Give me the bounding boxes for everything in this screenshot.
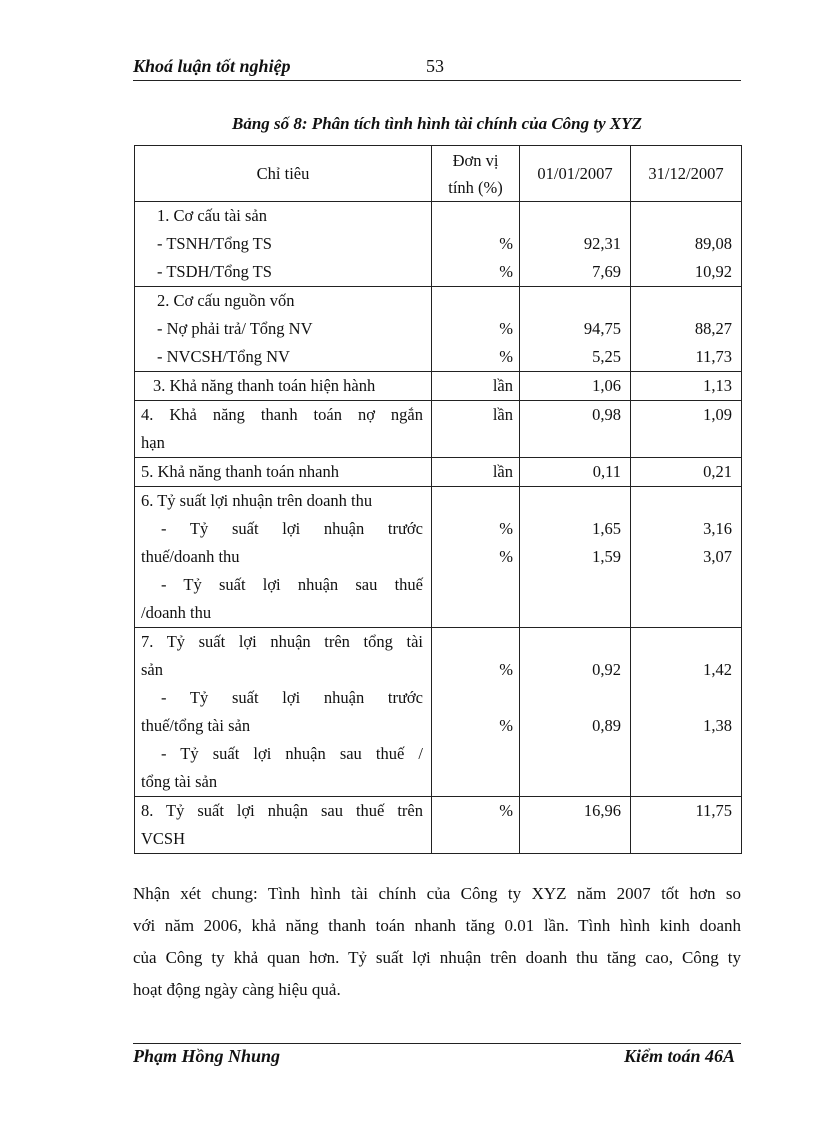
unit-cell: [432, 202, 520, 287]
cell-line: [520, 287, 630, 315]
cell-line: %: [499, 347, 513, 366]
cell-line: 10,92: [694, 262, 732, 281]
page-header: [133, 56, 741, 80]
value-end-cell: [631, 797, 742, 854]
cell-line: %: [499, 519, 513, 538]
cell-line: [432, 599, 519, 627]
table-row: [135, 458, 742, 487]
cell-line: 89,08: [694, 234, 732, 253]
cell-line: /doanh thu: [141, 603, 212, 622]
cell-line: 4. Khả năng thanh toán nợ ngắn: [141, 405, 423, 424]
cell-line: hạn: [141, 433, 165, 452]
summary-paragraph: [133, 878, 741, 1006]
cell-line: tổng tài sản: [141, 772, 218, 791]
indicator-cell: [135, 401, 432, 458]
paragraph-line: của Công ty khả quan hơn. Tỷ suất lợi nhuận trên doanh thu tăng cao, Công ty: [133, 948, 741, 967]
indicator-cell: [135, 202, 432, 287]
thesis-title: Khoá luận tốt nghiệp: [133, 56, 291, 76]
value-start-cell: [520, 287, 631, 372]
cell-line: 94,75: [583, 319, 621, 338]
unit-cell: [432, 372, 520, 401]
table-row: [135, 628, 742, 797]
cell-line: 3,07: [703, 547, 732, 566]
cell-line: [520, 487, 630, 515]
value-end-cell: [631, 202, 742, 287]
cell-line: [432, 487, 519, 515]
cell-line: 3,16: [703, 519, 732, 538]
value-end-cell: [631, 401, 742, 458]
cell-line: 1,09: [703, 405, 732, 424]
cell-line: [520, 825, 630, 853]
cell-line: [631, 740, 741, 768]
cell-line: - Tỷ suất lợi nhuận trước: [161, 688, 423, 707]
unit-cell: [432, 401, 520, 458]
header-rule: [133, 80, 741, 81]
cell-line: [432, 202, 519, 230]
cell-line: [631, 768, 741, 796]
table-row: [135, 401, 742, 458]
cell-line: [631, 429, 741, 457]
cell-line: [631, 202, 741, 230]
page-number: 53: [426, 56, 444, 76]
financial-analysis-table: [134, 145, 742, 854]
value-end-cell: [631, 287, 742, 372]
table-row: [135, 202, 742, 287]
cell-line: [631, 628, 741, 656]
unit-cell: [432, 487, 520, 628]
cell-line: %: [499, 262, 513, 281]
cell-line: [631, 487, 741, 515]
cell-line: 92,31: [583, 234, 621, 253]
cell-line: [631, 825, 741, 853]
page-footer: [133, 1046, 741, 1070]
table-row: [135, 287, 742, 372]
unit-cell: [432, 628, 520, 797]
cell-line: sản: [141, 660, 163, 679]
cell-line: VCSH: [141, 829, 186, 848]
cell-line: [432, 287, 519, 315]
indicator-cell: [135, 628, 432, 797]
cell-line: [432, 825, 519, 853]
cell-line: %: [499, 801, 513, 820]
cell-line: [432, 684, 519, 712]
cell-line: [520, 571, 630, 599]
cell-line: 7,69: [592, 262, 621, 281]
cell-line: 1,38: [703, 716, 732, 735]
cell-line: 5. Khả năng thanh toán nhanh: [141, 462, 339, 481]
cell-line: [432, 740, 519, 768]
cell-line: 0,11: [592, 462, 621, 481]
cell-line: 0,92: [592, 660, 621, 679]
cell-line: [631, 571, 741, 599]
cell-line: - NVCSH/Tổng NV: [157, 347, 290, 366]
cell-line: thuế/tổng tài sản: [141, 716, 251, 735]
cell-line: - Nợ phải trả/ Tổng NV: [157, 319, 313, 338]
cell-line: [520, 768, 630, 796]
value-start-cell: [520, 797, 631, 854]
cell-line: [520, 740, 630, 768]
cell-line: [631, 287, 741, 315]
header-date-end: 31/12/2007: [631, 146, 742, 202]
header-date-start: 01/01/2007: [520, 146, 631, 202]
cell-line: lần: [492, 462, 513, 481]
cell-line: thuế/doanh thu: [141, 547, 240, 566]
unit-cell: [432, 287, 520, 372]
indicator-cell: [135, 487, 432, 628]
table-row: [135, 797, 742, 854]
header-indicator: Chỉ tiêu: [135, 146, 432, 202]
header-unit: [432, 146, 520, 202]
paragraph-line: hoạt động ngày càng hiệu quả.: [133, 980, 341, 999]
cell-line: 1. Cơ cấu tài sản: [157, 206, 267, 225]
indicator-cell: [135, 287, 432, 372]
cell-line: [631, 684, 741, 712]
header-unit-line-2: tính (%): [448, 177, 503, 197]
paragraph-line: với năm 2006, khả năng thanh toán nhanh tăng 0.01 lần. Tình hình kinh doanh: [133, 916, 741, 935]
table-caption: Bảng số 8: Phân tích tình hình tài chính của Công ty XYZ: [231, 114, 642, 133]
cell-line: [520, 429, 630, 457]
paragraph-line: Nhận xét chung: Tình hình tài chính của Công ty XYZ năm 2007 tốt hơn so: [133, 884, 741, 903]
cell-line: %: [499, 547, 513, 566]
cell-line: [520, 628, 630, 656]
value-end-cell: [631, 487, 742, 628]
cell-line: 1,65: [592, 519, 621, 538]
indicator-cell: [135, 797, 432, 854]
cell-line: 0,98: [592, 405, 621, 424]
cell-line: 7. Tỷ suất lợi nhuận trên tổng tài: [141, 632, 423, 651]
cell-line: 11,75: [695, 801, 732, 820]
indicator-cell: [135, 372, 432, 401]
table-row: [135, 372, 742, 401]
cell-line: lần: [492, 376, 513, 395]
cell-line: [520, 202, 630, 230]
value-start-cell: [520, 487, 631, 628]
unit-cell: [432, 458, 520, 487]
cell-line: - TSDH/Tổng TS: [157, 262, 272, 281]
cell-line: 6. Tỷ suất lợi nhuận trên doanh thu: [141, 491, 373, 510]
value-end-cell: [631, 372, 742, 401]
cell-line: 5,25: [592, 347, 621, 366]
cell-line: 0,89: [592, 716, 621, 735]
cell-line: 2. Cơ cấu nguồn vốn: [157, 291, 295, 310]
value-start-cell: [520, 401, 631, 458]
cell-line: [432, 628, 519, 656]
cell-line: 1,06: [592, 376, 621, 395]
cell-line: 1,13: [703, 376, 732, 395]
unit-cell: [432, 797, 520, 854]
cell-line: [631, 599, 741, 627]
value-start-cell: [520, 628, 631, 797]
cell-line: [520, 684, 630, 712]
cell-line: %: [499, 716, 513, 735]
value-start-cell: [520, 458, 631, 487]
cell-line: [520, 599, 630, 627]
table-header-row: [135, 146, 742, 202]
cell-line: [432, 571, 519, 599]
class-name: Kiểm toán 46A: [623, 1046, 735, 1066]
cell-line: 8. Tỷ suất lợi nhuận sau thuế trên: [141, 801, 423, 820]
cell-line: 1,42: [703, 660, 732, 679]
cell-line: %: [499, 660, 513, 679]
cell-line: %: [499, 234, 513, 253]
cell-line: %: [499, 319, 513, 338]
value-end-cell: [631, 458, 742, 487]
indicator-cell: [135, 458, 432, 487]
cell-line: - Tỷ suất lợi nhuận trước: [161, 519, 423, 538]
value-start-cell: [520, 372, 631, 401]
cell-line: 3. Khả năng thanh toán hiện hành: [153, 376, 376, 395]
cell-line: - Tỷ suất lợi nhuận sau thuế /: [161, 744, 423, 763]
author-name: Phạm Hồng Nhung: [133, 1046, 281, 1066]
cell-line: 16,96: [583, 801, 621, 820]
cell-line: - TSNH/Tổng TS: [157, 234, 272, 253]
value-start-cell: [520, 202, 631, 287]
cell-line: 88,27: [694, 319, 732, 338]
header-unit-line-1: Đơn vị: [452, 150, 499, 170]
cell-line: 1,59: [592, 547, 621, 566]
cell-line: [432, 768, 519, 796]
cell-line: 0,21: [703, 462, 732, 481]
cell-line: [432, 429, 519, 457]
cell-line: lần: [492, 405, 513, 424]
table-row: [135, 487, 742, 628]
cell-line: - Tỷ suất lợi nhuận sau thuế: [161, 575, 423, 594]
cell-line: 11,73: [695, 347, 732, 366]
value-end-cell: [631, 628, 742, 797]
footer-rule: [133, 1043, 741, 1044]
